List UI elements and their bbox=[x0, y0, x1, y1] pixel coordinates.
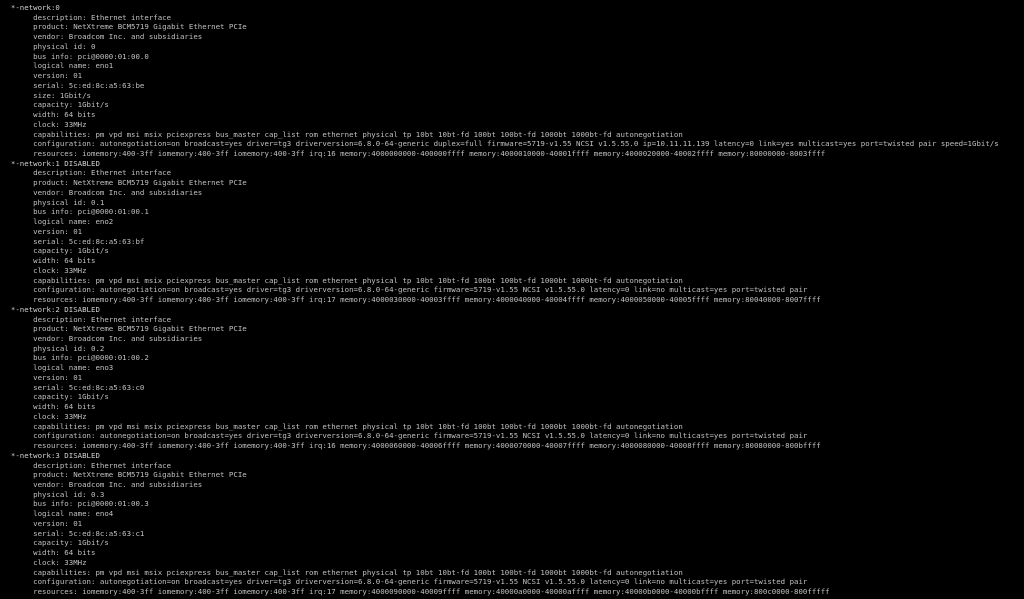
terminal-line: bus info: pci@0000:01:00.0 bbox=[2, 51, 149, 61]
terminal-line: configuration: autonegotiation=on broadcast=yes driver=tg3 driverversion=6.8.0-64-generic firmware=5719-v1.55 NCSI v1.5.55.0 latency=0 link=no multicast=yes port=twisted pair bbox=[2, 431, 808, 441]
terminal-line: capabilities: pm vpd msi msix pciexpress bus_master cap_list rom ethernet physical tp 10bt 10bt-fd 100bt 100bt-fd 1000bt 1000bt-fd autonegotiation bbox=[2, 421, 683, 431]
terminal-line: vendor: Broadcom Inc. and subsidiaries bbox=[2, 333, 203, 343]
terminal-line: logical name: eno4 bbox=[2, 509, 114, 519]
terminal-line: bus info: pci@0000:01:00.3 bbox=[2, 499, 149, 509]
terminal-line: serial: 5c:ed:8c:a5:63:be bbox=[2, 80, 145, 90]
terminal-line: capabilities: pm vpd msi msix pciexpress bus_master cap_list rom ethernet physical tp 10bt 10bt-fd 100bt 100bt-fd 1000bt 1000bt-fd autonegotiation bbox=[2, 129, 683, 139]
terminal-line: width: 64 bits bbox=[2, 110, 96, 120]
terminal-line: serial: 5c:ed:8c:a5:63:c1 bbox=[2, 528, 145, 538]
terminal-line: physical id: 0.1 bbox=[2, 197, 105, 207]
terminal-line: capabilities: pm vpd msi msix pciexpress bus_master cap_list rom ethernet physical tp 10bt 10bt-fd 100bt 100bt-fd 1000bt 1000bt-fd autonegotiation bbox=[2, 275, 683, 285]
terminal-line: vendor: Broadcom Inc. and subsidiaries bbox=[2, 479, 203, 489]
terminal-line: physical id: 0.2 bbox=[2, 343, 105, 353]
terminal-line: configuration: autonegotiation=on broadcast=yes driver=tg3 driverversion=6.8.0-64-generic duplex=full firmware=5719-v1.55 NCSI v1.5.55.0 ip=10.11.11.139 latency=0 link=yes multicast=yes port=twisted pair speed=1Gbit/s bbox=[2, 139, 999, 149]
terminal-line: size: 1Gbit/s bbox=[2, 90, 91, 100]
terminal-line: physical id: 0.3 bbox=[2, 489, 105, 499]
terminal-line: description: Ethernet interface bbox=[2, 12, 172, 22]
terminal-line: clock: 33MHz bbox=[2, 119, 87, 129]
terminal-line: resources: iomemory:400-3ff iomemory:400-3ff iomemory:400-3ff irq:17 memory:4000090000-40009ffff memory:40000a0000-40000affff memory:40000b0000-40000bffff memory:800c0000-800fffff bbox=[2, 587, 830, 597]
terminal-line: clock: 33MHz bbox=[2, 557, 87, 567]
terminal-line: description: Ethernet interface bbox=[2, 460, 172, 470]
terminal-line: configuration: autonegotiation=on broadcast=yes driver=tg3 driverversion=6.8.0-64-generic firmware=5719-v1.55 NCSI v1.5.55.0 latency=0 link=no multicast=yes port=twisted pair bbox=[2, 285, 808, 295]
terminal-line: product: NetXtreme BCM5719 Gigabit Ethernet PCIe bbox=[2, 22, 247, 32]
terminal-line: resources: iomemory:400-3ff iomemory:400-3ff iomemory:400-3ff irq:17 memory:4000030000-40003ffff memory:4000040000-40004ffff memory:4000050000-40005ffff memory:80040000-8007ffff bbox=[2, 295, 821, 305]
terminal-line: *-network:0 bbox=[2, 3, 60, 12]
terminal-line: description: Ethernet interface bbox=[2, 314, 172, 324]
terminal-line: logical name: eno3 bbox=[2, 363, 114, 373]
terminal-line: bus info: pci@0000:01:00.2 bbox=[2, 353, 149, 363]
terminal-line: resources: iomemory:400-3ff iomemory:400-3ff iomemory:400-3ff irq:16 memory:4000000000-400000ffff memory:4000010000-40001ffff memory:4000020000-40002ffff memory:80000000-8003ffff bbox=[2, 149, 826, 159]
terminal-line: bus info: pci@0000:01:00.1 bbox=[2, 207, 149, 217]
terminal-line: physical id: 0 bbox=[2, 41, 96, 51]
terminal-line: vendor: Broadcom Inc. and subsidiaries bbox=[2, 32, 203, 42]
terminal-line: logical name: eno2 bbox=[2, 217, 114, 227]
terminal-line: product: NetXtreme BCM5719 Gigabit Ethernet PCIe bbox=[2, 470, 247, 480]
terminal-line: clock: 33MHz bbox=[2, 411, 87, 421]
terminal-line: capacity: 1Gbit/s bbox=[2, 392, 109, 402]
terminal-line: version: 01 bbox=[2, 71, 83, 81]
terminal-line: clock: 33MHz bbox=[2, 265, 87, 275]
terminal-line: product: NetXtreme BCM5719 Gigabit Ethernet PCIe bbox=[2, 178, 247, 188]
terminal-line: width: 64 bits bbox=[2, 548, 96, 558]
terminal-line: width: 64 bits bbox=[2, 256, 96, 266]
terminal-line: serial: 5c:ed:8c:a5:63:bf bbox=[2, 236, 145, 246]
terminal-line: *-network:1 DISABLED bbox=[2, 158, 100, 168]
terminal-line: logical name: eno1 bbox=[2, 61, 114, 71]
terminal-line: vendor: Broadcom Inc. and subsidiaries bbox=[2, 187, 203, 197]
terminal-line: configuration: autonegotiation=on broadcast=yes driver=tg3 driverversion=6.8.0-64-generic firmware=5719-v1.55 NCSI v1.5.55.0 latency=0 link=no multicast=yes port=twisted pair bbox=[2, 577, 808, 587]
terminal-line: product: NetXtreme BCM5719 Gigabit Ethernet PCIe bbox=[2, 324, 247, 334]
terminal-line: version: 01 bbox=[2, 226, 83, 236]
terminal-line: width: 64 bits bbox=[2, 402, 96, 412]
terminal-line: version: 01 bbox=[2, 518, 83, 528]
terminal-line: capabilities: pm vpd msi msix pciexpress bus_master cap_list rom ethernet physical tp 10bt 10bt-fd 100bt 100bt-fd 1000bt 1000bt-fd autonegotiation bbox=[2, 567, 683, 577]
terminal-line: version: 01 bbox=[2, 372, 83, 382]
terminal-line: serial: 5c:ed:8c:a5:63:c0 bbox=[2, 382, 145, 392]
terminal-line: capacity: 1Gbit/s bbox=[2, 246, 109, 256]
terminal-line: capacity: 1Gbit/s bbox=[2, 538, 109, 548]
terminal-line: resources: iomemory:400-3ff iomemory:400-3ff iomemory:400-3ff irq:16 memory:4000060000-40006ffff memory:4000070000-40007ffff memory:4000080000-40008ffff memory:80080000-800bffff bbox=[2, 441, 821, 451]
terminal-line: *-network:2 DISABLED bbox=[2, 304, 100, 314]
terminal-line: description: Ethernet interface bbox=[2, 168, 172, 178]
terminal-line: *-network:3 DISABLED bbox=[2, 450, 100, 460]
terminal-line: capacity: 1Gbit/s bbox=[2, 100, 109, 110]
